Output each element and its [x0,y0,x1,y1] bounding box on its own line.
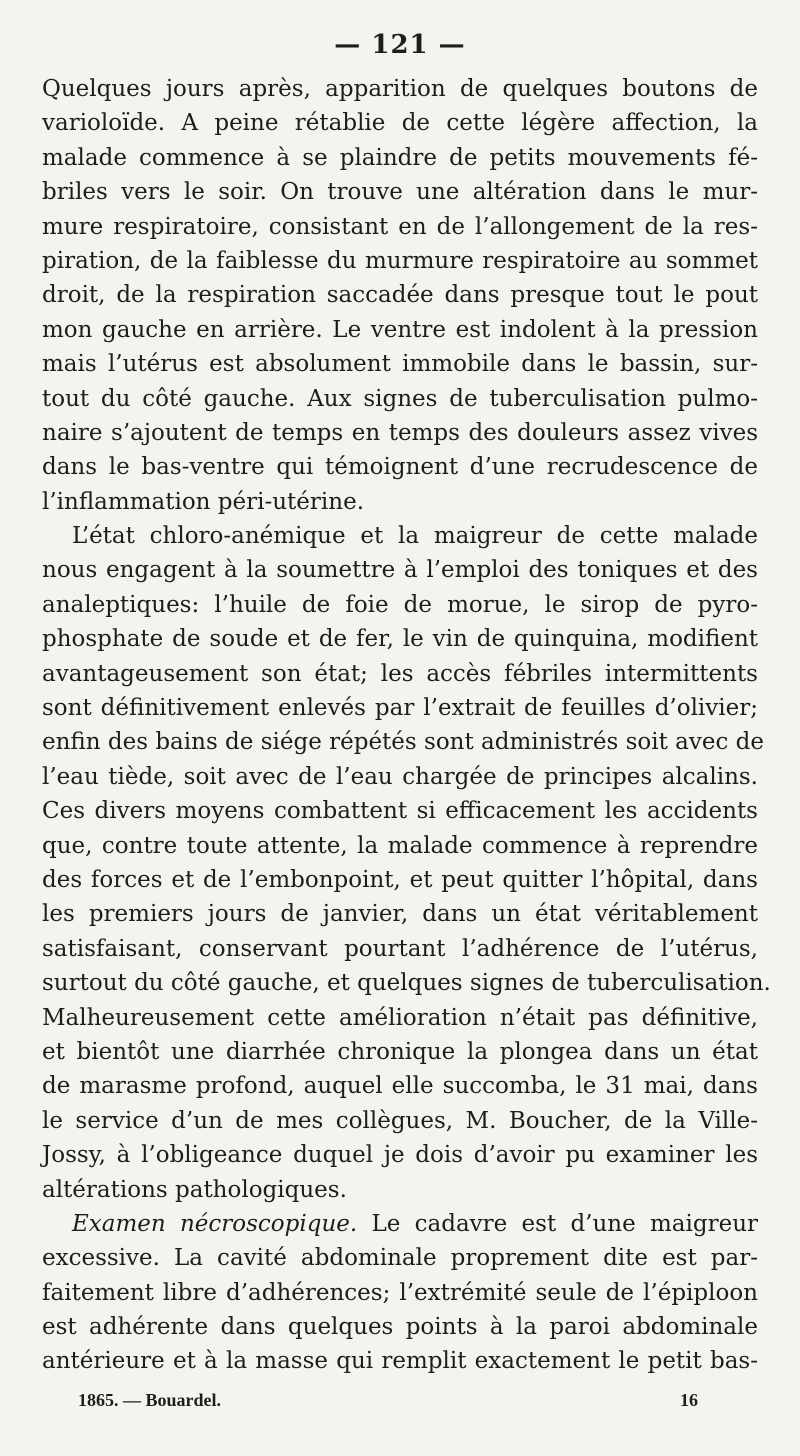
text-line: L’état chloro-anémique et la maigreur de cette malade [72,523,758,550]
text-line: excessive. La cavité abdominale proprement dite est par- [42,1245,758,1272]
text-line: l’eau tiède, soit avec de l’eau chargée de principes alcalins. [42,763,758,790]
text-line: enfin des bains de siége répétés sont administrés soit avec de [42,729,764,756]
text-line: avantageusement son état; les accès fébriles intermittents [42,660,758,687]
text-line: piration, de la faiblesse du murmure respiratoire au sommet [42,247,758,274]
text-line: dans le bas-ventre qui témoignent d’une recrudescence de [42,454,758,481]
body-text [42,72,771,1379]
text-line: le service d’un de mes collègues, M. Boucher, de la Ville- [42,1107,758,1134]
text-line: tout du côté gauche. Aux signes de tuberculisation pulmo- [42,385,758,412]
section-heading: Examen nécroscopique. [72,1210,358,1237]
text-line: et bientôt une diarrhée chronique la plongea dans un état [42,1038,758,1065]
text-line: antérieure et à la masse qui remplit exactement le petit bas- [42,1348,758,1375]
footer-signature: 1865. — Bouardel. [78,1390,222,1410]
text-line: de marasme profond, auquel elle succomba, le 31 mai, dans [42,1073,758,1100]
text-line: Quelques jours après, apparition de quelques boutons de [42,76,758,102]
text-line: Malheureusement cette amélioration n’était pas définitive, [42,1004,758,1031]
text-line: malade commence à se plaindre de petits mouvements fé- [42,144,758,171]
page-number: — 121 — [334,30,466,60]
section-heading-line [42,1207,758,1241]
text-line: Ces divers moyens combattent si efficacement les accidents [42,798,758,825]
text-line: satisfaisant, conservant pourtant l’adhérence de l’utérus, [42,935,758,962]
text-line: analeptiques: l’huile de foie de morue, le sirop de pyro- [42,591,758,618]
text-line: les premiers jours de janvier, dans un état véritablement [42,901,758,928]
text-line: l’inflammation péri-utérine. [42,488,364,515]
footer-sheet-number: 16 [680,1390,698,1410]
text-line: est adhérente dans quelques points à la paroi abdominale [42,1314,758,1341]
text-line: des forces et de l’embonpoint, et peut quitter l’hôpital, dans [42,866,758,893]
text-line: surtout du côté gauche, et quelques signes de tuberculisation. [42,970,771,997]
text-line: nous engagent à la soumettre à l’emploi des toniques et des [42,557,758,584]
text-line: mure respiratoire, consistant en de l’allongement de la res- [42,213,758,240]
text-line: altérations pathologiques. [42,1176,347,1203]
text-line: faitement libre d’adhérences; l’extrémité seule de l’épiploon [42,1279,758,1306]
text-line: mais l’utérus est absolument immobile dans le bassin, sur- [42,351,758,378]
text-line: naire s’ajoutent de temps en temps des douleurs assez vives [42,419,758,446]
text-line: mon gauche en arrière. Le ventre est indolent à la pression [42,316,758,343]
text-line: phosphate de soude et de fer, le vin de quinquina, modifient [42,626,758,653]
text-line: varioloïde. A peine rétablie de cette légère affection, la [42,110,758,137]
text-line: briles vers le soir. On trouve une altération dans le mur- [42,179,758,206]
text-line: que, contre toute attente, la malade commence à reprendre [42,832,758,859]
text-line: sont définitivement enlevés par l’extrait de feuilles d’olivier; [42,695,758,722]
text-line: droit, de la respiration saccadée dans presque tout le pout [42,282,758,309]
text-line: Jossy, à l’obligeance duquel je dois d’avoir pu examiner les [42,1142,758,1169]
footer [78,1390,698,1411]
heading-continuation: Le cadavre est d’une maigreur [371,1210,759,1237]
